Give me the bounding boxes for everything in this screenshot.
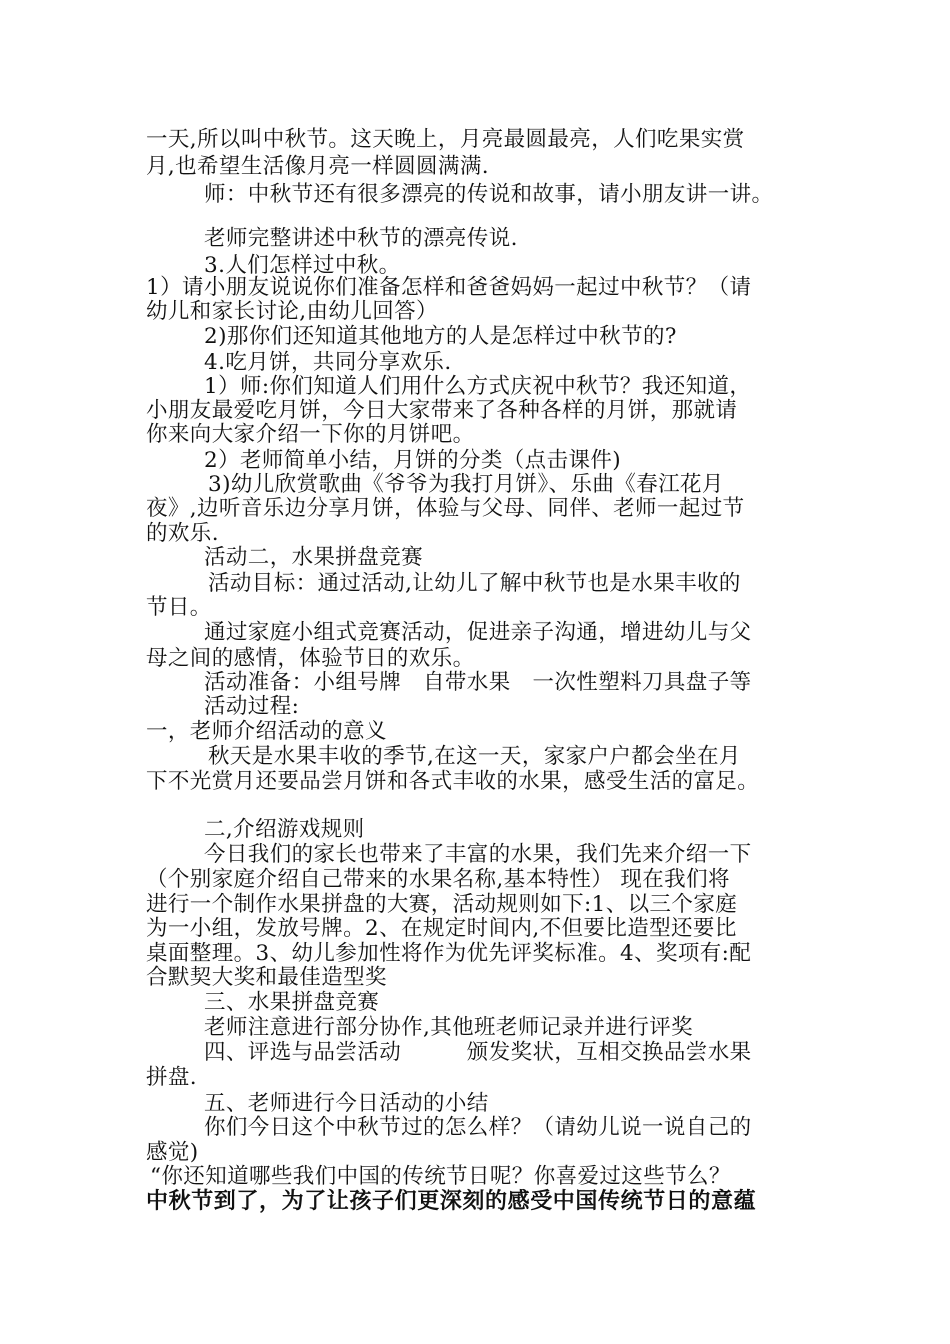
text-line-23: 活动过程: (204, 694, 300, 719)
text-line-30: 进行一个制作水果拼盘的大赛，活动规则如下:1、以三个家庭 (146, 892, 738, 917)
text-line-29: （个别家庭介绍自己带来的水果名称,基本特性） 现在我们将 (146, 867, 730, 892)
text-line-17: 活动二，水果拼盘竞赛 (204, 545, 424, 570)
text-line-4: 老师完整讲述中秋节的漂亮传说. (204, 226, 518, 251)
text-line-18: 活动目标：通过活动,让幼儿了解中秋节也是水果丰收的 (208, 571, 741, 596)
text-line-24: 一，老师介绍活动的意义 (146, 719, 387, 744)
text-line-5: 3.人们怎样过中秋。 (204, 253, 401, 278)
text-line-14: 3)幼儿欣赏歌曲《爷爷为我打月饼》、乐曲《春江花月 (208, 472, 724, 497)
text-line-35: 老师注意进行部分协作,其他班老师记录并进行评奖 (204, 1015, 694, 1040)
text-line-19: 节日。 (146, 595, 212, 620)
text-line-33: 合默契大奖和最佳造型奖 (146, 965, 387, 990)
text-line-34: 三、水果拼盘竞赛 (204, 990, 380, 1015)
text-line-13: 2）老师简单小结，月饼的分类（点击课件) (204, 448, 622, 473)
text-line-39: 你们今日这个中秋节过的怎么样？（请幼儿说一说自己的 (204, 1115, 752, 1140)
text-line-38: 五、老师进行今日活动的小结 (204, 1091, 489, 1116)
text-line-22: 活动准备：小组号牌 自带水果 一次性塑料刀具盘子等 (204, 670, 752, 695)
text-line-25: 秋天是水果丰收的季节,在这一天，家家户户都会坐在月 (208, 744, 741, 769)
text-line-7: 幼儿和家长讨论,由幼儿回答） (146, 299, 438, 324)
text-line-41: “你还知道哪些我们中国的传统节日呢？你喜爱过这些节么？ (150, 1164, 731, 1189)
text-line-3: 师：中秋节还有很多漂亮的传说和故事，请小朋友讲一讲。 (204, 182, 774, 207)
text-line-42-bold: 中秋节到了，为了让孩子们更深刻的感受中国传统节日的意蕴 (146, 1189, 757, 1214)
text-line-8: 2)那你们还知道其他地方的人是怎样过中秋节的? (204, 324, 677, 349)
text-line-12: 你来向大家介绍一下你的月饼吧。 (146, 422, 475, 447)
text-line-31: 为一小组，发放号牌。2、在规定时间内,不但要比造型还要比 (146, 916, 737, 941)
text-line-9: 4.吃月饼，共同分享欢乐. (204, 350, 452, 375)
text-line-10: 1）师:你们知道人们用什么方式庆祝中秋节？我还知道， (204, 374, 752, 399)
text-line-37: 拼盘. (146, 1065, 198, 1090)
text-line-36: 四、评选与品尝活动 颁发奖状，互相交换品尝水果 (204, 1040, 752, 1065)
text-line-21: 母之间的感情，体验节日的欢乐。 (146, 646, 475, 671)
text-line-26: 下不光赏月还要品尝月饼和各式丰收的水果，感受生活的富足。 (146, 769, 760, 794)
text-line-6: 1）请小朋友说说你们准备怎样和爸爸妈妈一起过中秋节？（请 (146, 275, 752, 300)
text-line-11: 小朋友最爱吃月饼，今日大家带来了各种各样的月饼，那就请 (146, 398, 738, 423)
text-line-1: 一天,所以叫中秋节。这天晚上，月亮最圆最亮，人们吃果实赏 (146, 127, 745, 152)
text-line-40: 感觉) (146, 1140, 199, 1165)
text-line-27: 二,介绍游戏规则 (204, 817, 365, 842)
text-line-16: 的欢乐. (146, 521, 219, 546)
text-line-20: 通过家庭小组式竞赛活动，促进亲子沟通，增进幼儿与父 (204, 620, 752, 645)
text-line-2: 月,也希望生活像月亮一样圆圆满满. (146, 154, 489, 179)
text-line-15: 夜》,边听音乐边分享月饼，体验与父母、同伴、老师一起过节 (146, 496, 745, 521)
text-line-28: 今日我们的家长也带来了丰富的水果，我们先来介绍一下 (204, 842, 752, 867)
text-line-32: 桌面整理。3、幼儿参加性将作为优先评奖标准。4、奖项有:配 (146, 941, 752, 966)
